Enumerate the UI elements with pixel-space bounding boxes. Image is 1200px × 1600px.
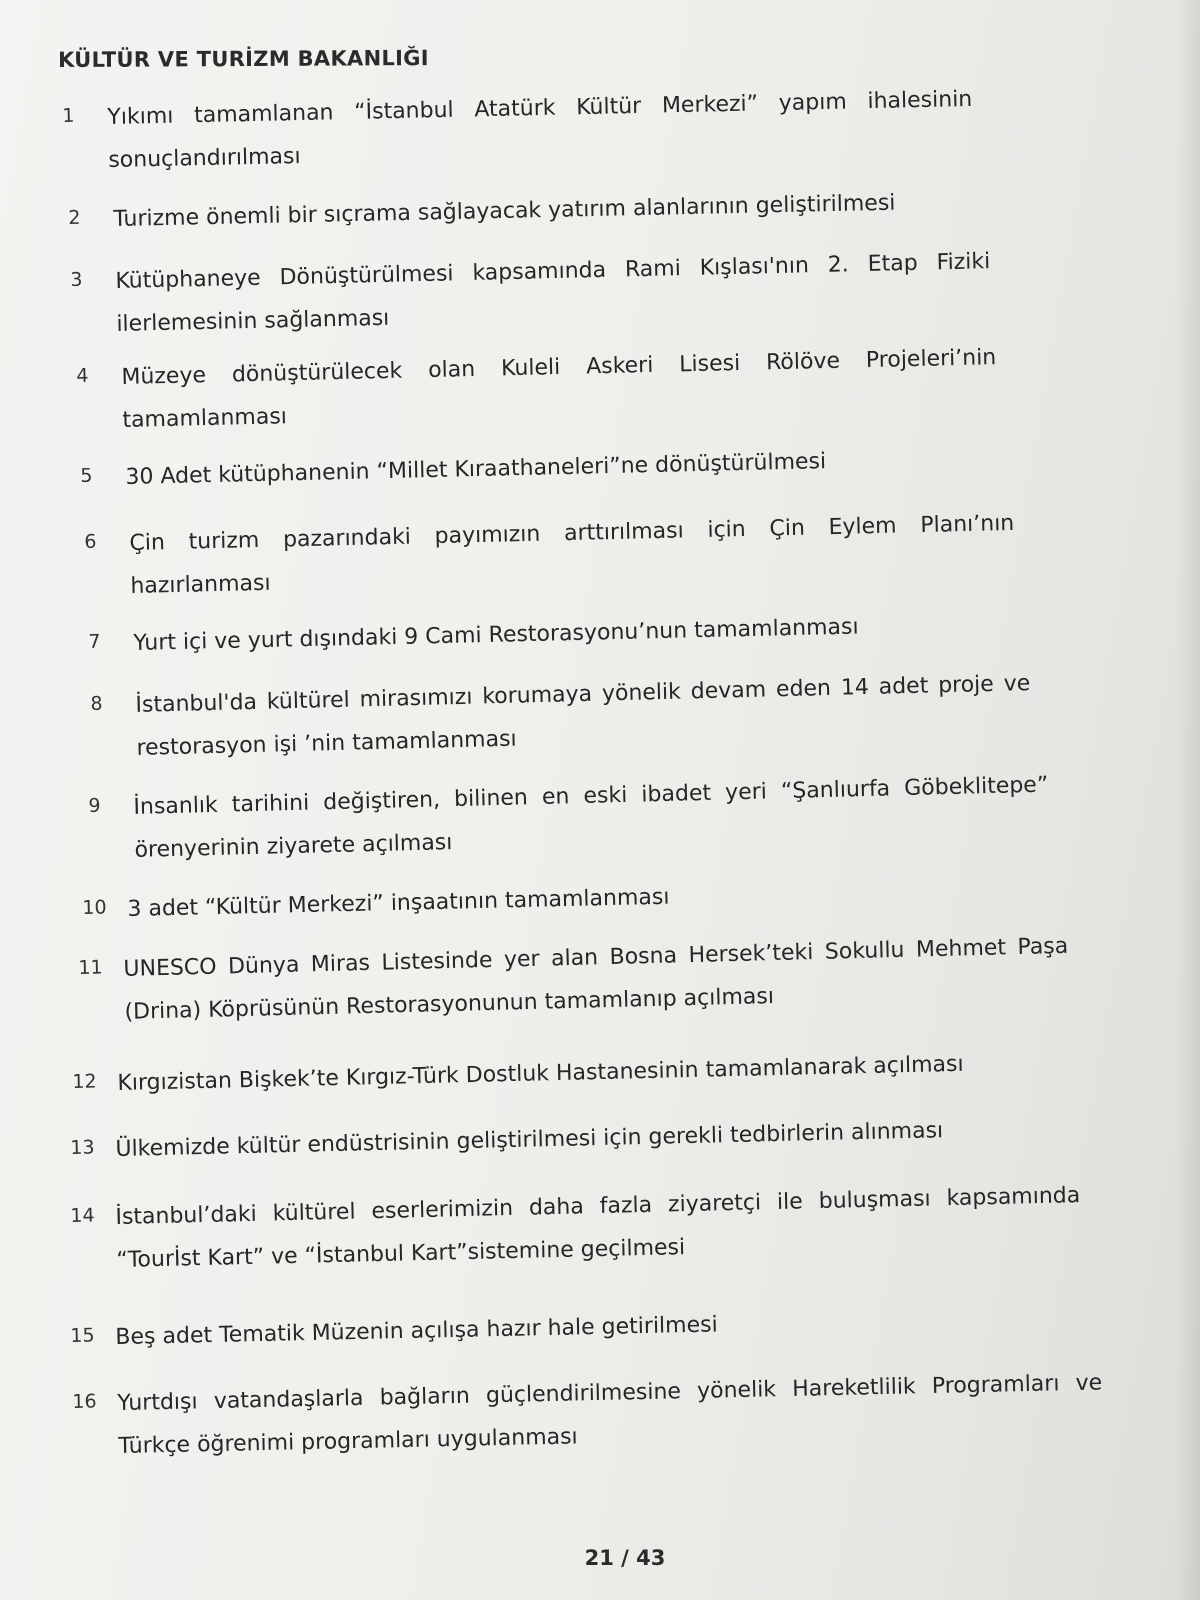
item-number: 6	[84, 530, 97, 553]
item-text: Yurt içi ve yurt dışındaki 9 Cami Restorasyonu’nun tamamlanması	[133, 614, 859, 656]
item-number: 9	[88, 794, 101, 817]
item-text: 3 adet “Kültür Merkezi” inşaatının tamamlanması	[127, 884, 670, 922]
item-number: 7	[88, 630, 101, 653]
item-text: Kütüphaneye Dönüştürülmesi kapsamında Rami Kışlası'nın 2. Etap Fiziki ilerlemesinin sağlanması	[115, 249, 991, 337]
item-number: 11	[78, 956, 103, 979]
item-number: 1	[62, 104, 75, 127]
list-item	[70, 241, 992, 348]
list-item	[88, 604, 969, 667]
item-text: Çin turizm pazarındaki payımızın arttırılması için Çin Eylem Planı’nın hazırlanması	[129, 510, 1015, 599]
item-number: 2	[68, 206, 81, 229]
item-number: 16	[72, 1390, 97, 1413]
list-item	[70, 1298, 1031, 1361]
item-text: Kırgızistan Bişkek’te Kırgız-Türk Dostluk Hastanesinin tamamlanarak açılması	[117, 1051, 964, 1096]
item-text: UNESCO Dünya Miras Listesinde yer alan Bosna Hersek’teki Sokullu Mehmet Paşa (Drina) Köprüsünün Restorasyonunun tamamlanıp açılması	[123, 933, 1069, 1025]
ministry-heading: KÜLTÜR VE TURİZM BAKANLIĞI	[58, 46, 429, 72]
item-text: İstanbul'da kültürel mirasımızı korumaya yönelik devam eden 14 adet proje ve restorasyon işi ’nin tamamlanması	[135, 671, 1031, 761]
item-number: 3	[70, 268, 83, 291]
item-number: 4	[76, 364, 89, 387]
list-item	[80, 438, 941, 500]
item-text: İstanbul’daki kültürel eserlerimizin daha fazla ziyaretçi ile buluşması kapsamında “Tourİst Kart” ve “İstanbul Kart”sistemine geçilmesi	[115, 1183, 1081, 1273]
item-text: İnsanlık tarihini değiştiren, bilinen en eski ibadet yeri “Şanlıurfa Göbeklitepe” örenyerinin ziyarete açılması	[133, 772, 1049, 863]
list-item	[72, 1042, 1063, 1107]
item-text: Ülkemizde kültür endüstrisinin geliştirilmesi için gerekli tedbirlerin alınması	[115, 1118, 944, 1162]
page-number: 21 / 43	[584, 1546, 666, 1570]
list-item	[72, 1362, 1104, 1469]
item-number: 8	[90, 692, 103, 715]
item-text: Turizme önemli bir sıçrama sağlayacak yatırım alanlarının geliştirilmesi	[113, 190, 896, 233]
page-edge-shadow	[1176, 0, 1200, 1600]
item-text: 30 Adet kütüphanenin “Millet Kıraathaneleri”ne dönüştürülmesi	[125, 449, 827, 490]
item-text: Yıkımı tamamlanan “İstanbul Atatürk Kültür Merkezi” yapım ihalesinin sonuçlandırılması	[107, 86, 973, 173]
item-text: Yurtdışı vatandaşlarla bağların güçlendirilmesine yönelik Hareketlilik Programları ve Türkçe öğrenimi programları uygulanması	[117, 1370, 1103, 1459]
list-item	[76, 337, 998, 444]
item-number: 13	[70, 1136, 95, 1159]
item-number: 10	[82, 896, 107, 919]
item-number: 15	[70, 1324, 95, 1347]
item-number: 5	[80, 464, 93, 487]
list-item	[82, 870, 983, 933]
list-item	[84, 503, 1016, 610]
list-item	[68, 182, 949, 243]
item-text: Beş adet Tematik Müzenin açılışa hazır hale getirilmesi	[115, 1312, 718, 1351]
item-text: Müzeye dönüştürülecek olan Kuleli Askeri Lisesi Rölöve Projeleri’nin tamamlanması	[121, 345, 997, 433]
list-item	[90, 663, 1032, 772]
list-item	[78, 926, 1070, 1036]
list-item	[70, 1108, 1061, 1173]
item-number: 12	[72, 1070, 97, 1093]
list-item	[62, 79, 974, 184]
list-item	[88, 765, 1050, 874]
list-item	[70, 1175, 1082, 1284]
item-number: 14	[70, 1204, 95, 1227]
